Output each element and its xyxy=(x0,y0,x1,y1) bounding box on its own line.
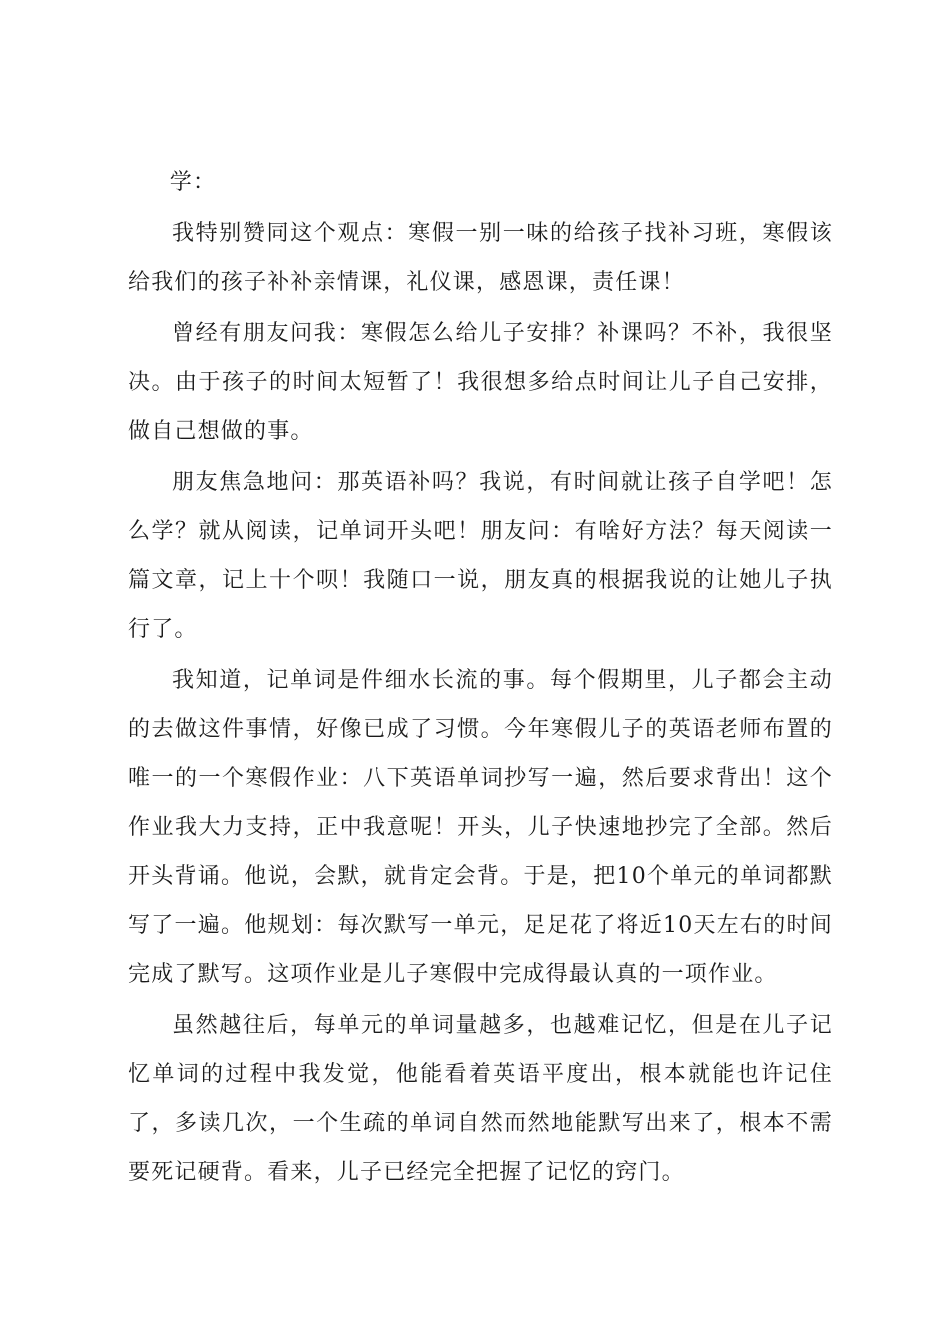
document-body xyxy=(128,158,833,1197)
paragraph: 虽然越往后，每单元的单词量越多，也越难记忆，但是在儿子记忆单词的过程中我发觉，他能看着英语平度出，根本就能也许记住了，多读几次，一个生疏的单词自然而然地能默写出来了，根本不需要死记硬背。看来，儿子已经完全把握了记忆的窍门。 xyxy=(128,1013,833,1185)
paragraph: 我特别赞同这个观点：寒假一别一味的给孩子找补习班，寒假该给我们的孩子补补亲情课，礼仪课，感恩课，责任课！ xyxy=(128,221,833,295)
paragraph: 我知道，记单词是件细水长流的事。每个假期里，儿子都会主动的去做这件事情，好像已成了习惯。今年寒假儿子的英语老师布置的唯一的一个寒假作业：八下英语单词抄写一遍，然后要求背出！这个作业我大力支持，正中我意呢！开头，儿子快速地抄完了全部。然后开头背诵。他说，会默，就肯定会背。于是，把10个单元的单词都默写了一遍。他规划：每次默写一单元，足足花了将近10天左右的时间完成了默写。这项作业是儿子寒假中完成得最认真的一项作业。 xyxy=(128,668,833,987)
paragraph: 曾经有朋友问我：寒假怎么给儿子安排？补课吗？不补，我很坚决。由于孩子的时间太短暂了！我很想多给点时间让儿子自己安排，做自己想做的事。 xyxy=(128,321,833,444)
paragraph-continuation: 学： xyxy=(169,170,217,195)
paragraph: 朋友焦急地问：那英语补吗？我说，有时间就让孩子自学吧！怎么学？就从阅读，记单词开头吧！朋友问：有啥好方法？每天阅读一篇文章，记上十个呗！我随口一说，朋友真的根据我说的让她儿子执行了。 xyxy=(128,470,833,642)
